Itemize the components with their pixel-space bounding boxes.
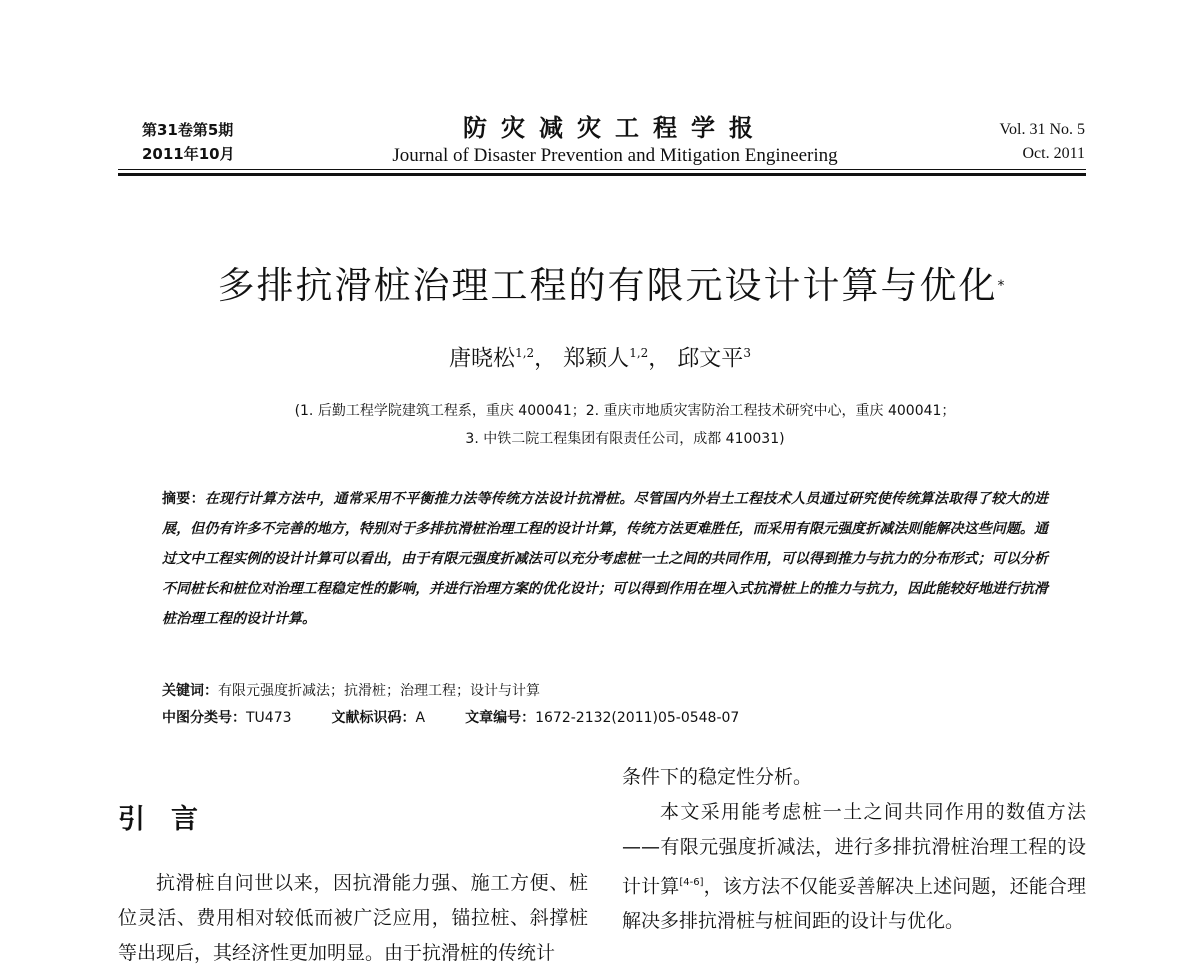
affiliation-line: 3. 中铁二院工程集团有限责任公司，成都 410031) xyxy=(465,431,785,447)
header-rule-thick xyxy=(118,173,1086,176)
keywords xyxy=(162,678,540,704)
journal-issue-info-en xyxy=(1000,118,1086,166)
abstract-label: 摘要： xyxy=(162,491,205,507)
body-left-column xyxy=(118,866,588,971)
abstract-text: 在现行计算方法中，通常采用不平衡推力法等传统方法设计抗滑桩。尽管国内外岩土工程技术人员通过研究使传统算法取得了较大的进展，但仍有许多不完善的地方，特别对于多排抗滑桩治理工程的设计计算，传统方法更难胜任，而采用有限元强度折减法则能解决这些问题。通过文中工程实例的设计计算可以看出，由于有限元强度折减法可以充分考虑桩一土之间的共同作用，可以得到推力与抗力的分布形式；可以分析不同桩长和桩位对治理工程稳定性的影响，并进行治理方案的优化设计；可以得到作用在埋入式抗滑桩上的推力与抗力，因此能较好地进行抗滑桩治理工程的设计计算。 xyxy=(162,491,1049,627)
body-right-column xyxy=(622,760,1086,939)
article-title-text: 多排抗滑桩治理工程的有限元设计计算与优化 xyxy=(217,264,998,307)
volume-issue-cn: 第31卷第5期 xyxy=(142,121,234,139)
affiliation-line: (1. 后勤工程学院建筑工程系，重庆 400041；2. 重庆市地质灾害防治工程技术研究中心，重庆 400041； xyxy=(294,403,956,419)
author-name: 郑颖人 xyxy=(563,346,630,372)
affiliations xyxy=(0,397,1200,453)
clc-value: TU473 xyxy=(246,710,292,726)
journal-title-en: Journal of Disaster Prevention and Mitigation Engineering xyxy=(392,145,838,166)
keywords-text: 有限元强度折减法；抗滑桩；治理工程；设计与计算 xyxy=(218,683,540,699)
date-cn: 2011年10月 xyxy=(142,145,235,163)
author-name: 邱文平 xyxy=(677,346,744,372)
paragraph-text: ，该方法不仅能妥善解决上述问题，还能合理解决多排抗滑桩与桩间距的设计与优化。 xyxy=(622,875,1086,933)
date-en: Oct. 2011 xyxy=(1022,145,1085,162)
author-affiliation-mark: 1,2 xyxy=(515,346,535,360)
author-name: 唐晓松 xyxy=(449,346,516,372)
section-heading-introduction: 引言 xyxy=(118,804,224,835)
author-list: 唐晓松$^{1,2}$， 郑颖人$^{1,2}$， 邱文平$^3$ xyxy=(449,346,751,372)
doc-code-value: A xyxy=(415,710,426,726)
author-affiliation-mark: 1,2 xyxy=(629,346,649,360)
volume-issue-en: Vol. 31 No. 5 xyxy=(999,121,1085,138)
paragraph-continuation: 条件下的稳定性分析。 xyxy=(622,766,813,788)
citation-ref: [4-6] xyxy=(679,877,704,888)
journal-title-cn: 防灾减灾工程学报 xyxy=(463,113,767,142)
article-title xyxy=(0,262,1200,310)
abstract xyxy=(162,484,1048,634)
article-no-value: 1672-2132(2011)05-0548-07 xyxy=(535,710,740,726)
title-footnote-mark: * xyxy=(997,278,1007,294)
header-rule-thin xyxy=(118,169,1086,170)
paragraph xyxy=(622,795,1086,939)
doc-code-label: 文献标识码： xyxy=(331,710,416,726)
paragraph: 抗滑桩自问世以来，因抗滑能力强、施工方便、桩位灵活、费用相对较低而被广泛应用，锚拉桩、斜撑桩等出现后，其经济性更加明显。由于抗滑桩的传统计 xyxy=(118,872,588,964)
author-affiliation-mark: 3 xyxy=(743,346,751,360)
classification-line xyxy=(162,705,739,731)
keywords-label: 关键词： xyxy=(162,683,218,699)
paragraph-text: 本文采用能考虑桩一土之间共同作用的数值方法——有限元强度折减法，进行多排抗滑桩治理工程的设计计算 xyxy=(622,801,1086,898)
article-no-label: 文章编号： xyxy=(465,710,536,726)
clc-label: 中图分类号： xyxy=(162,710,246,726)
